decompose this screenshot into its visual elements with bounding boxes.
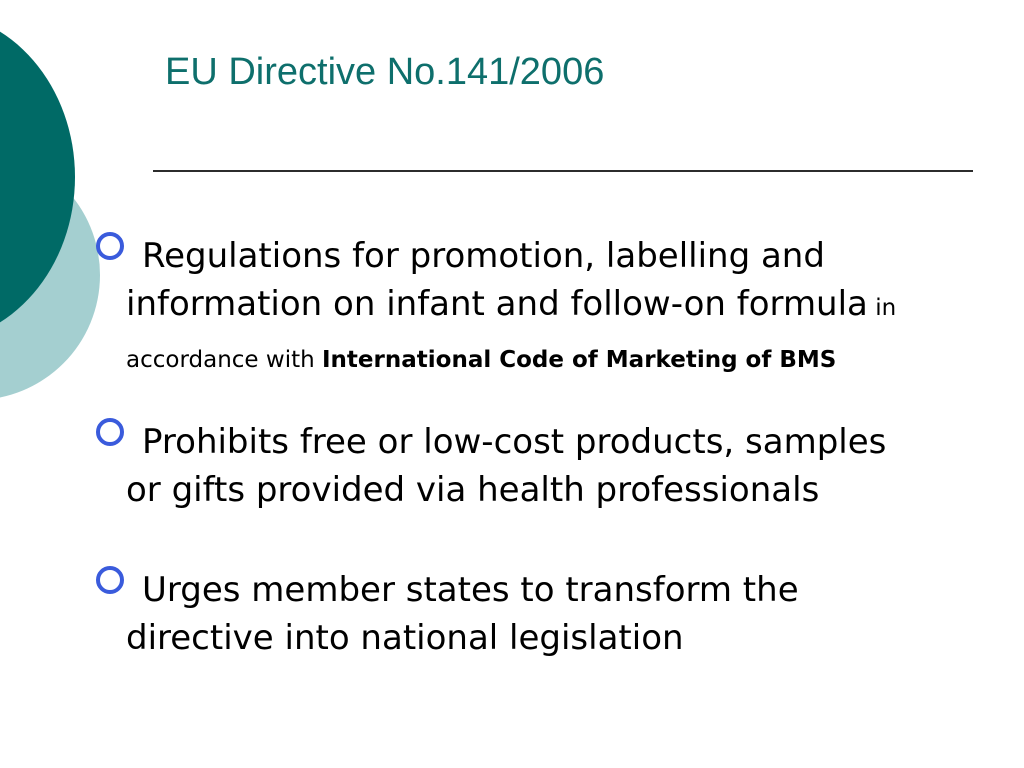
title-divider xyxy=(153,170,973,172)
slide-title: EU Directive No.141/2006 xyxy=(165,51,605,93)
bullet-item xyxy=(126,232,926,384)
bullet-emphasis: International Code of Marketing of BMS xyxy=(322,347,837,373)
hollow-circle-icon xyxy=(96,232,124,260)
bullet-item xyxy=(126,418,926,514)
bullet-text: Urges member states to transform the directive into national legislation xyxy=(126,570,799,658)
bullet-item xyxy=(126,566,926,662)
bullet-text: Prohibits free or low-cost products, samples or gifts provided via health professionals xyxy=(126,422,887,510)
hollow-circle-icon xyxy=(96,418,124,446)
hollow-circle-icon xyxy=(96,566,124,594)
bullet-note: in accordance with xyxy=(126,295,897,373)
bullet-text: Regulations for promotion, labelling and information on infant and follow-on formula xyxy=(126,236,868,324)
